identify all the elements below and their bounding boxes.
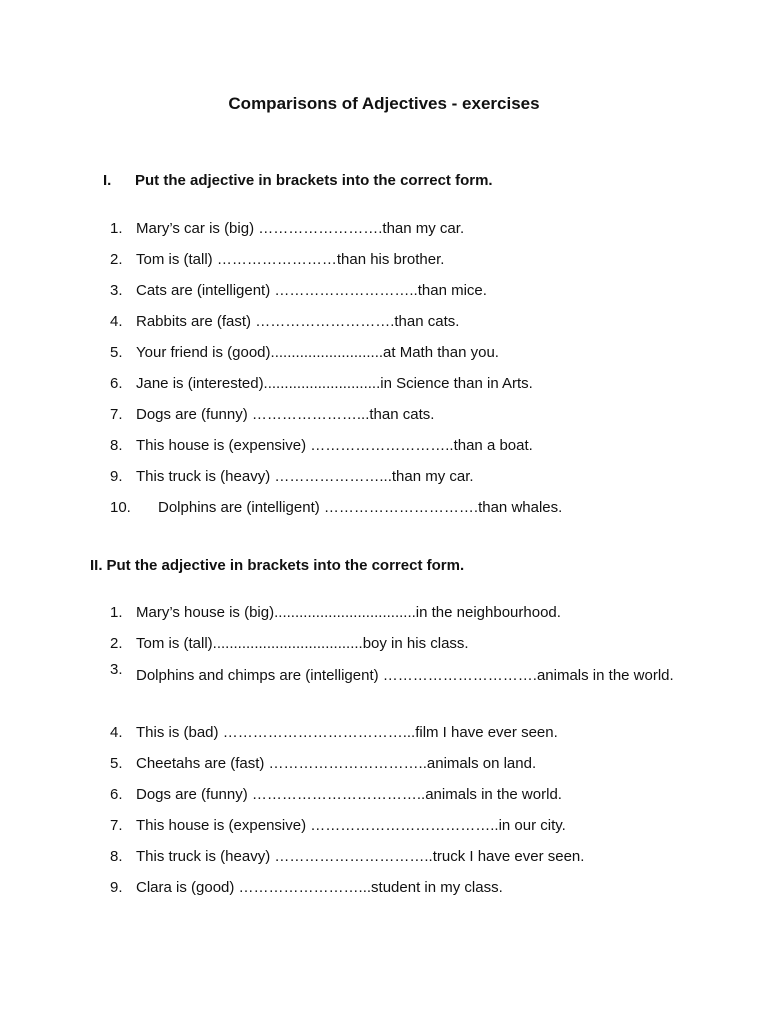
section-2-exercise-list bbox=[110, 603, 690, 909]
section-2-numeral: II. bbox=[90, 557, 103, 574]
page-title: Comparisons of Adjectives - exercises bbox=[228, 94, 540, 113]
exercise-item bbox=[110, 467, 690, 498]
item-number: 1. bbox=[110, 604, 123, 621]
item-number: 4. bbox=[110, 313, 123, 330]
item-text: This house is (expensive) ………………………..than a boat. bbox=[136, 437, 533, 454]
item-text: Dogs are (funny) …………………...than cats. bbox=[136, 406, 435, 423]
item-text: This house is (expensive) ………………………………..in our city. bbox=[136, 817, 566, 834]
section-2-heading bbox=[90, 556, 464, 576]
section-1-heading bbox=[103, 171, 493, 191]
item-text: This is (bad) ………………………………...film I have ever seen. bbox=[136, 724, 558, 741]
item-number: 6. bbox=[110, 375, 123, 392]
item-text: This truck is (heavy) …………………...than my car. bbox=[136, 468, 474, 485]
exercise-item bbox=[110, 343, 690, 374]
item-text: Cats are (intelligent) ………………………..than mice. bbox=[136, 282, 487, 299]
section-1-exercise-list bbox=[110, 219, 690, 529]
exercise-item bbox=[110, 847, 690, 878]
item-text: Rabbits are (fast) ……………………….than cats. bbox=[136, 313, 460, 330]
item-number: 9. bbox=[110, 468, 123, 485]
item-text: This truck is (heavy) …………………………..truck I have ever seen. bbox=[136, 848, 585, 865]
exercise-item bbox=[110, 312, 690, 343]
item-text: Tom is (tall) ……………………than his brother. bbox=[136, 251, 445, 268]
item-text: Mary’s car is (big) …………………….than my car. bbox=[136, 220, 465, 237]
item-number: 8. bbox=[110, 848, 123, 865]
exercise-item bbox=[110, 754, 690, 785]
exercise-item bbox=[110, 723, 690, 754]
item-text: Mary’s house is (big)..................................in the neighbourhood. bbox=[136, 604, 561, 621]
item-number: 3. bbox=[110, 661, 123, 678]
item-number: 6. bbox=[110, 786, 123, 803]
exercise-item bbox=[110, 219, 690, 250]
exercise-item bbox=[110, 498, 690, 529]
section-2-heading-text: Put the adjective in brackets into the correct form. bbox=[106, 557, 465, 574]
exercise-item bbox=[110, 281, 690, 312]
item-text: Cheetahs are (fast) …………………………..animals on land. bbox=[136, 755, 537, 772]
item-number: 10. bbox=[110, 499, 131, 516]
item-number: 3. bbox=[110, 282, 123, 299]
exercise-item bbox=[110, 785, 690, 816]
item-number: 2. bbox=[110, 251, 123, 268]
item-text: Dolphins and chimps are (intelligent) ………………………….animals in the world. bbox=[136, 667, 674, 684]
item-text: Your friend is (good)...........................at Math than you. bbox=[136, 344, 499, 361]
section-1-heading-text: Put the adjective in brackets into the correct form. bbox=[135, 172, 493, 189]
exercise-item bbox=[110, 405, 690, 436]
item-number: 7. bbox=[110, 406, 123, 423]
exercise-item bbox=[110, 878, 690, 909]
item-number: 2. bbox=[110, 635, 123, 652]
exercise-item bbox=[110, 816, 690, 847]
exercise-item bbox=[110, 436, 690, 467]
item-text: Clara is (good) ……………………...student in my class. bbox=[136, 879, 503, 896]
section-1-numeral: I. bbox=[103, 172, 112, 189]
exercise-item bbox=[110, 374, 690, 405]
item-number: 5. bbox=[110, 344, 123, 361]
item-number: 8. bbox=[110, 437, 123, 454]
item-number: 5. bbox=[110, 755, 123, 772]
exercise-item bbox=[110, 603, 690, 634]
item-number: 9. bbox=[110, 879, 123, 896]
exercise-item bbox=[110, 250, 690, 281]
item-text: Dogs are (funny) ……………………………..animals in the world. bbox=[136, 786, 562, 803]
exercise-item bbox=[110, 660, 690, 723]
item-text: Jane is (interested)............................in Science than in Arts. bbox=[136, 375, 533, 392]
item-text: Tom is (tall)....................................boy in his class. bbox=[136, 635, 469, 652]
item-text: Dolphins are (intelligent) ………………………….than whales. bbox=[158, 499, 563, 516]
item-number: 7. bbox=[110, 817, 123, 834]
item-number: 1. bbox=[110, 220, 123, 237]
item-number: 4. bbox=[110, 724, 123, 741]
